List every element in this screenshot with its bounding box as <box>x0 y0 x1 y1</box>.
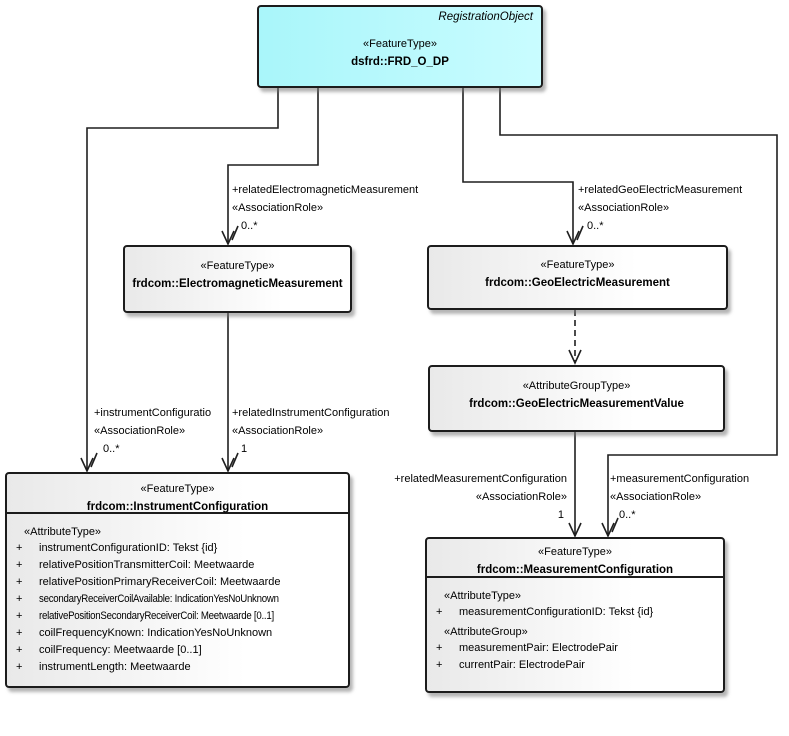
visibility-plus: + <box>16 559 23 571</box>
registration-object-tag: RegistrationObject <box>438 11 533 23</box>
class-geoelectric-measurement-value <box>428 365 725 432</box>
visibility-plus: + <box>16 610 23 622</box>
class-measurement-configuration <box>425 537 725 693</box>
attribute-row: + measurementConfigurationID: Tekst {id} <box>427 604 723 621</box>
class-name: frdcom::GeoElectricMeasurementValue <box>469 398 684 410</box>
stereotype-label: «FeatureType» <box>540 259 615 271</box>
visibility-plus: + <box>436 659 443 671</box>
attribute-section-heading: «AttributeType» <box>444 590 522 602</box>
association-label-related-electromagnetic-measurement: +relatedElectromagneticMeasurement «AssociationRole» 0..* <box>232 184 419 232</box>
association-label-related-geoelectric-measurement: +relatedGeoElectricMeasurement «AssociationRole» 0..* <box>578 184 743 232</box>
stereotype-label: «FeatureType» <box>363 38 437 50</box>
class-name: frdcom::ElectromagneticMeasurement <box>132 278 343 290</box>
association-label-measurement-configuration: +measurementConfiguration «AssociationRole» 0..* <box>610 473 750 521</box>
attribute-section-heading: «AttributeType» <box>24 526 102 538</box>
attributes-compartment <box>7 514 348 676</box>
visibility-plus: + <box>16 627 23 639</box>
connector-frd-to-geoelectricmeasurement <box>463 88 583 244</box>
association-label-instrument-configuration: +instrumentConfiguratio «AssociationRole» 0..* <box>94 407 212 455</box>
class-electromagnetic-measurement <box>123 245 352 313</box>
connector-frd-to-measurementconfiguration <box>500 88 777 536</box>
attribute-row: + coilFrequency: Meetwaarde [0..1] <box>7 642 348 659</box>
attribute-row: + instrumentLength: Meetwaarde <box>7 659 348 676</box>
stereotype-label: «AttributeGroupType» <box>522 380 631 392</box>
attribute-row: + coilFrequencyKnown: IndicationYesNoUnknown <box>7 625 348 642</box>
visibility-plus: + <box>436 642 443 654</box>
visibility-plus: + <box>16 542 23 554</box>
visibility-plus: + <box>16 593 23 605</box>
association-label-related-measurement-configuration: +relatedMeasurementConfiguration «AssociationRole» 1 <box>394 473 567 521</box>
connector-geoval-to-measurementconfiguration <box>569 432 581 536</box>
attribute-group-heading: «AttributeGroup» <box>444 626 528 638</box>
visibility-plus: + <box>16 576 23 588</box>
class-name: frdcom::InstrumentConfiguration <box>86 501 269 513</box>
stereotype-label: «FeatureType» <box>200 260 275 272</box>
attribute-row: + relativePositionTransmitterCoil: Meetwaarde <box>7 557 348 574</box>
association-label-related-instrument-configuration: +relatedInstrumentConfiguration «AssociationRole» 1 <box>232 407 390 455</box>
attribute-row: + measurementPair: ElectrodePair <box>427 640 723 657</box>
stereotype-label: «FeatureType» <box>538 546 612 558</box>
class-name: frdcom::MeasurementConfiguration <box>476 564 674 576</box>
class-instrument-configuration <box>5 472 350 688</box>
visibility-plus: + <box>436 606 443 618</box>
class-name: dsfrd::FRD_O_DP <box>351 56 449 68</box>
visibility-plus: + <box>16 644 23 656</box>
attribute-row: + relativePositionPrimaryReceiverCoil: Meetwaarde <box>7 574 348 591</box>
attribute-row: + secondaryReceiverCoilAvailable: IndicationYesNoUnknown <box>7 591 348 608</box>
class-frd-o-dp <box>257 5 543 88</box>
attributes-compartment <box>427 578 723 674</box>
class-name: frdcom::GeoElectricMeasurement <box>485 277 670 289</box>
attribute-row: + currentPair: ElectrodePair <box>427 657 723 674</box>
attribute-row: + instrumentConfigurationID: Tekst {id} <box>7 540 348 557</box>
class-geoelectric-measurement <box>427 245 728 310</box>
connector-geo-to-geoelectricmeasurementvalue <box>569 310 581 363</box>
attribute-row: + relativePositionSecondaryReceiverCoil: Meetwaarde [0..1] <box>7 608 348 625</box>
stereotype-label: «FeatureType» <box>140 483 215 495</box>
visibility-plus: + <box>16 661 23 673</box>
